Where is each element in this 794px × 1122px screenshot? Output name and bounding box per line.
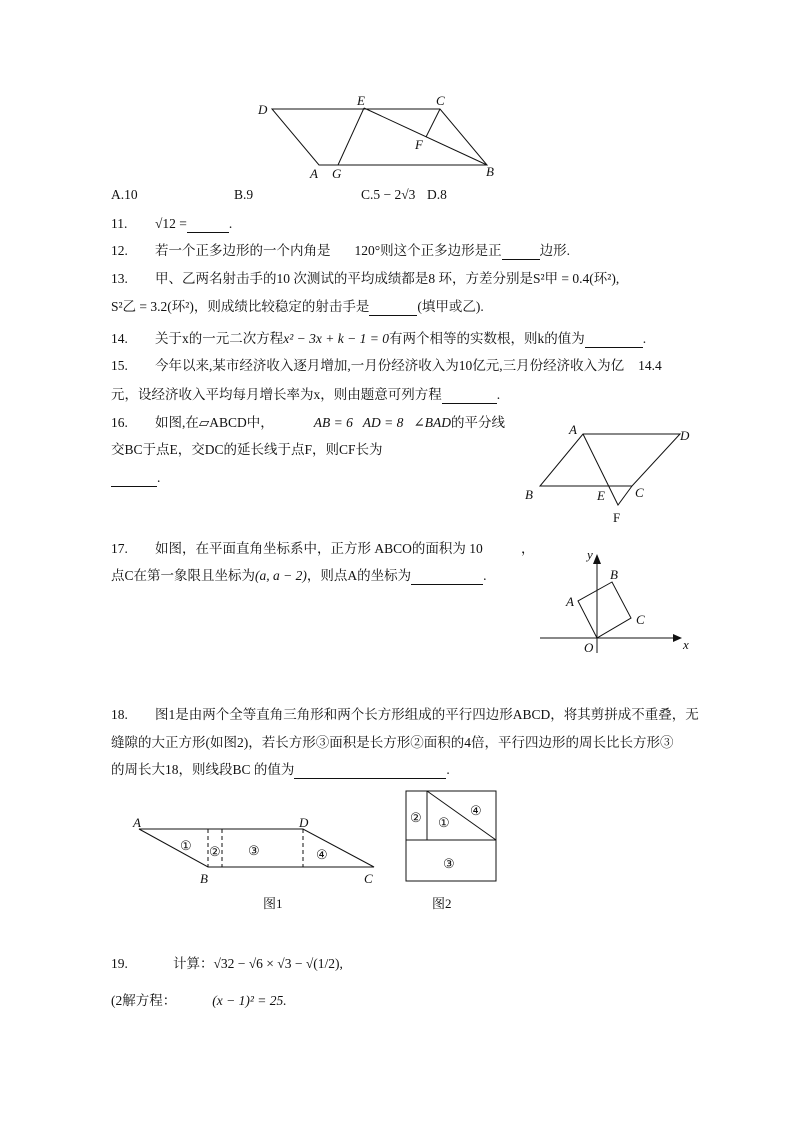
question-number: 14.: [111, 331, 128, 346]
answer-blank: [111, 472, 157, 487]
answer-blank: [369, 301, 417, 316]
option-c: C.5 − 2√3: [361, 187, 416, 202]
text: 关于x的一元二次方程: [155, 331, 284, 346]
axis-y: y: [587, 547, 593, 562]
label-B: B: [200, 871, 208, 886]
label-G: G: [332, 166, 342, 181]
answer-blank: [187, 218, 229, 233]
period: .: [446, 762, 450, 777]
region-1: ①: [438, 815, 450, 830]
axis-x: x: [683, 637, 689, 652]
condition: AB = 6 AD = 8 ∠BAD: [313, 415, 452, 430]
hint: (填甲或乙).: [417, 299, 484, 314]
label-D: D: [258, 102, 268, 117]
question-18-line3: [111, 761, 450, 779]
question-13: [111, 270, 620, 288]
question-16-line3: [111, 469, 160, 487]
question-14: [111, 330, 647, 348]
text: 如图,在▱ABCD中，: [155, 415, 274, 430]
text: 图1是由两个全等直角三角形和两个长方形组成的平行四边形ABCD，将其剪拼成不重叠，无: [155, 707, 699, 722]
text: 的平分线: [451, 415, 506, 430]
region-3: ③: [443, 856, 455, 871]
option-d: D.8: [427, 187, 447, 202]
text: ，则点A的坐标为: [306, 568, 412, 583]
question-number: 15.: [111, 358, 128, 373]
text: 点C在第一象限且坐标为: [111, 568, 256, 583]
question-17-line2: [111, 567, 487, 585]
q16-figure: [540, 434, 680, 505]
label-B: B: [486, 164, 494, 179]
question-16-line2: 交BC于点E，交DC的延长线于点F，则CF长为: [111, 442, 383, 457]
fig1-caption: 图1: [263, 896, 283, 911]
answer-blank: [294, 764, 446, 779]
question-19: [111, 955, 343, 973]
label-C: C: [636, 612, 645, 627]
text: (2解方程：: [111, 993, 177, 1008]
label-O: O: [584, 640, 594, 655]
period: .: [496, 387, 501, 402]
label-D: D: [680, 428, 690, 443]
angle: 120°: [354, 243, 381, 258]
label-B: B: [610, 567, 618, 582]
region-4: ④: [470, 803, 482, 818]
period: .: [157, 470, 161, 485]
equation: (x − 1)² = 25.: [212, 993, 287, 1008]
label-A: A: [569, 422, 577, 437]
answer-blank: [411, 570, 483, 585]
label-C: C: [635, 485, 644, 500]
question-12: [111, 242, 571, 260]
question-11: [111, 215, 233, 233]
period: .: [642, 331, 647, 346]
variance-yi: S²乙 = 3.2(环²): [111, 299, 194, 314]
region-2: ②: [209, 844, 221, 859]
equation: x² − 3x + k − 1 = 0: [283, 331, 389, 346]
label-A: A: [310, 166, 318, 181]
variance-jia: S²甲 = 0.4(环²),: [533, 271, 620, 286]
question-16: [111, 414, 506, 432]
expression: √12 =: [155, 216, 187, 231]
comma: ，: [521, 541, 535, 556]
label-F: F: [613, 510, 621, 525]
label-D: D: [299, 815, 309, 830]
answer-blank: [585, 333, 643, 348]
question-19-part2: [111, 992, 287, 1010]
answer-blank: [502, 245, 540, 260]
text: 甲、乙两名射击手的10 次测试的平均成绩都是8 环，方差分别是: [155, 271, 533, 286]
question-number: 11.: [111, 216, 128, 231]
period: .: [483, 568, 487, 583]
text: 则这个正多边形是正: [380, 243, 502, 258]
calculation: 计算：√32 − √6 × √3 − √(1/2),: [173, 956, 343, 971]
q17-figure: [540, 562, 676, 653]
answer-blank: [442, 389, 497, 404]
label-E: E: [597, 488, 605, 503]
fig2-caption: 图2: [432, 896, 452, 911]
question-number: 17.: [111, 541, 128, 556]
text: 边形.: [539, 243, 571, 258]
option-b: B.9: [234, 187, 254, 202]
question-number: 19.: [111, 956, 128, 971]
question-number: 16.: [111, 415, 128, 430]
label-A: A: [566, 594, 574, 609]
text: 今年以来,某市经济收入逐月增加,一月份经济收入为10亿元,三月份经济收入为亿: [155, 358, 625, 373]
text: 有两个相等的实数根，则k的值为: [388, 331, 585, 346]
text: 元，设经济收入平均每月增长率为x，则由题意可列方程: [111, 387, 442, 402]
question-number: 13.: [111, 271, 128, 286]
text: 如图，在平面直角坐标系中，正方形 ABCO的面积为 10: [155, 541, 483, 556]
label-C: C: [364, 871, 373, 886]
question-number: 18.: [111, 707, 128, 722]
question-18-line2: 缝隙的大正方形(如图2)，若长方形③面积是长方形②面积的4倍，平行四边形的周长比长方形③: [111, 735, 674, 750]
question-13-line2: [111, 298, 484, 316]
period: .: [228, 216, 233, 231]
label-B: B: [525, 487, 533, 502]
text: ，则成绩比较稳定的射击手是: [193, 299, 370, 314]
value: 14.4: [638, 358, 662, 373]
question-number: 12.: [111, 243, 128, 258]
region-2: ②: [410, 810, 422, 825]
label-A: A: [133, 815, 141, 830]
label-C: C: [436, 93, 445, 108]
region-4: ④: [316, 847, 328, 862]
label-E: E: [357, 93, 365, 108]
text: 的周长大18，则线段BC 的值为: [111, 762, 295, 777]
question-15-line2: [111, 386, 500, 404]
question-18: [111, 706, 699, 724]
label-F: F: [415, 137, 423, 152]
region-1: ①: [180, 838, 192, 853]
option-a: A.10: [111, 187, 138, 202]
question-17: [111, 540, 535, 558]
region-3: ③: [248, 843, 260, 858]
text: 若一个正多边形的一个内角是: [155, 243, 331, 258]
question-15: [111, 357, 662, 375]
coordinate: (a, a − 2): [255, 568, 307, 583]
